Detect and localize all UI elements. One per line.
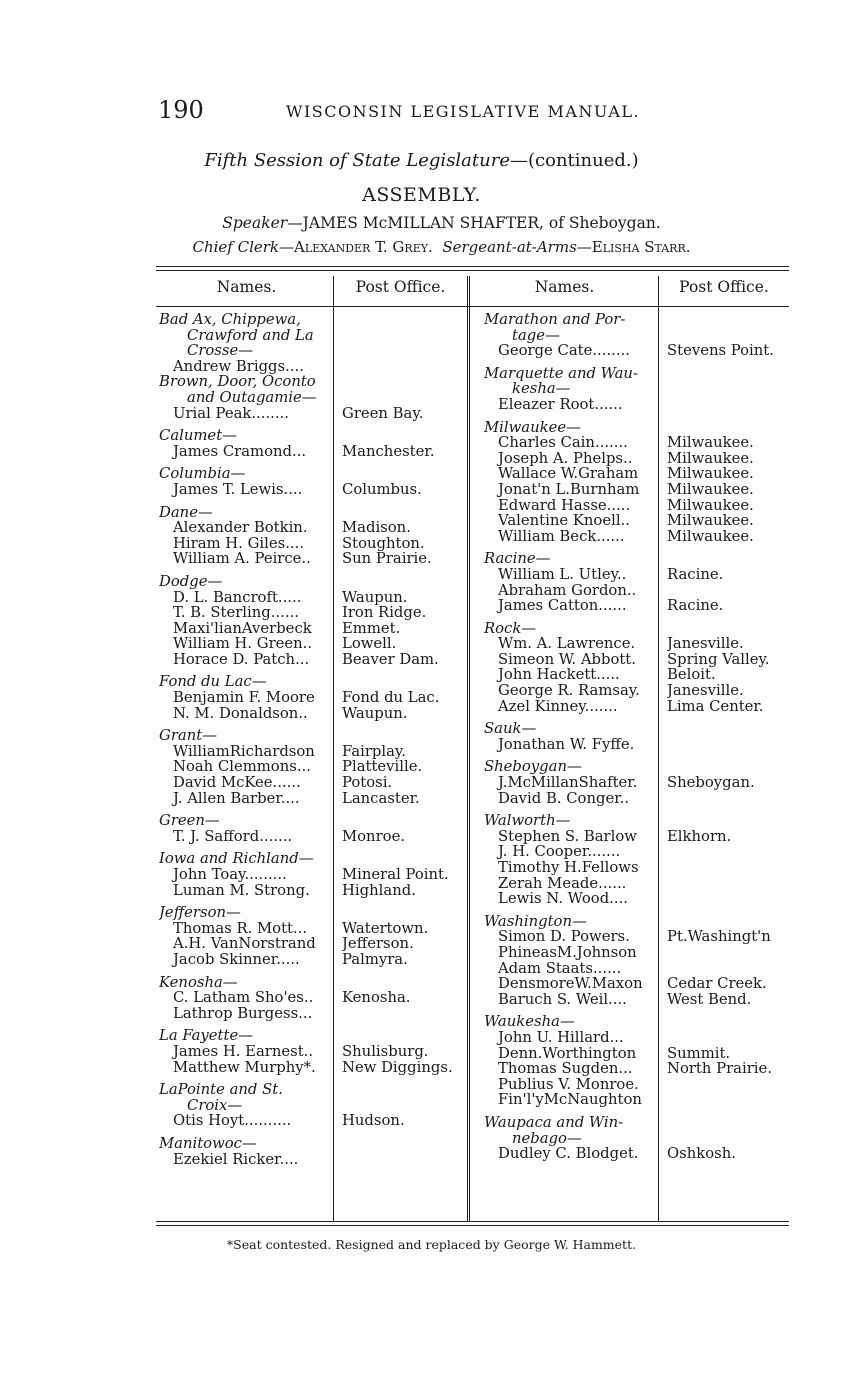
county-heading: Jefferson— (159, 905, 241, 921)
member-post-office (667, 961, 791, 977)
member-name: George Cate........ (498, 343, 630, 359)
member-post-office: Sheboygan. (667, 775, 755, 791)
post-office-blank (667, 328, 791, 344)
post-office-blank (342, 905, 464, 921)
member-name: James Cramond... (173, 443, 307, 460)
member-post-office: Janesville. (667, 636, 744, 652)
post-office-blank (342, 851, 464, 867)
member-name: Wm. A. Lawrence. (498, 636, 636, 652)
speaker-label: Speaker (222, 214, 288, 232)
post-office-blank (342, 813, 464, 829)
row-spacer (484, 614, 656, 621)
member-name: J. Allen Barber.... (173, 790, 300, 807)
page-number: 190 (158, 96, 204, 124)
member-name: Hiram H. Giles.... (173, 535, 305, 552)
county-heading: Marquette and Wau- (484, 365, 638, 382)
page-header (158, 96, 668, 136)
member-name: Jonat'n L.Burnham (498, 481, 640, 498)
row-spacer (342, 844, 464, 851)
member-post-office: Kenosha. (342, 990, 411, 1006)
county-heading: Grant— (159, 728, 217, 744)
clerk-text: —Alexander T. Grey. (279, 238, 433, 256)
member-post-office: Madison. (342, 520, 411, 536)
county-heading: Waukesha— (484, 1014, 575, 1030)
county-heading: Manitowoc— (159, 1135, 257, 1152)
county-heading: Sauk— (484, 721, 537, 737)
county-heading: Waupaca and Win- (484, 1114, 624, 1131)
member-name: Otis Hoyt.......... (173, 1113, 292, 1129)
row-spacer (342, 567, 464, 574)
post-office-blank (667, 551, 791, 567)
member-post-office: Fairplay. (342, 743, 407, 760)
left-post-column (342, 312, 464, 1167)
member-name: Jonathan W. Fyffe. (498, 736, 635, 753)
county-heading: La Fayette— (159, 1028, 253, 1044)
member-name: DensmoreW.Maxon (498, 976, 643, 992)
county-heading: Calumet— (159, 428, 237, 444)
row-spacer (342, 459, 464, 466)
post-office-blank (667, 366, 791, 382)
member-post-office: Jefferson. (342, 936, 414, 952)
member-post-office: Milwaukee. (667, 435, 754, 451)
row-spacer (667, 1007, 791, 1014)
member-post-office: Palmyra. (342, 951, 408, 968)
county-heading: Green— (159, 813, 220, 829)
member-name: A.H. VanNorstrand (173, 936, 316, 952)
member-name: William H. Green.. (173, 636, 313, 652)
member-post-office (342, 1006, 464, 1022)
member-post-office (342, 359, 464, 375)
row-spacer (342, 898, 464, 905)
row-spacer (667, 614, 791, 621)
row-spacer (667, 413, 791, 420)
county-heading: Dodge— (159, 573, 223, 590)
member-name: Lathrop Burgess... (173, 1005, 313, 1022)
member-name: Simeon W. Abbott. (498, 651, 636, 668)
member-post-office: Mineral Point. (342, 867, 449, 883)
member-post-office: West Bend. (667, 991, 752, 1008)
member-post-office (342, 1152, 464, 1168)
member-name: Alexander Botkin. (173, 520, 308, 536)
member-post-office: Green Bay. (342, 405, 424, 422)
county-heading: Rock— (484, 620, 537, 637)
post-office-blank (342, 975, 464, 991)
member-post-office (667, 891, 791, 907)
row-spacer (342, 421, 464, 428)
member-name: Azel Kinney....... (498, 698, 618, 715)
member-name: J.McMillanShafter. (498, 775, 638, 791)
row-spacer (159, 421, 331, 428)
member-name: Fin'l'yMcNaughton (498, 1092, 642, 1108)
county-heading: Crosse— (187, 343, 254, 359)
divider-left-names (333, 276, 334, 1221)
member-post-office (667, 844, 791, 860)
member-post-office: Milwaukee. (667, 513, 754, 529)
row-spacer (667, 752, 791, 759)
member-post-office (667, 1030, 791, 1046)
county-heading: Sheboygan— (484, 759, 582, 776)
session-title: Fifth Session of State Legislature (204, 150, 510, 171)
member-post-office: Oshkosh. (667, 1146, 736, 1162)
member-post-office: Waupun. (342, 589, 408, 606)
row-spacer (159, 1021, 331, 1028)
member-name: Abraham Gordon.. (498, 582, 637, 599)
table-bottom-rule (156, 1221, 789, 1222)
county-heading: LaPointe and St. (159, 1082, 283, 1098)
member-post-office: Monroe. (342, 828, 406, 845)
row-spacer (159, 721, 331, 728)
row-spacer (342, 1075, 464, 1082)
post-office-blank (342, 390, 464, 406)
table-top-rule-2 (156, 270, 789, 271)
row-spacer (484, 544, 656, 551)
county-heading: Bad Ax, Chippewa, (159, 312, 301, 328)
member-post-office: Fond du Lac. (342, 690, 440, 706)
county-heading: Columbia— (159, 466, 246, 482)
member-name: George R. Ramsay. (498, 683, 640, 699)
county-heading: kesha— (512, 381, 571, 397)
county-heading: Walworth— (484, 813, 571, 829)
member-name: Matthew Murphy*. (173, 1059, 316, 1076)
member-post-office (667, 583, 791, 599)
county-heading: Fond du Lac— (159, 674, 267, 691)
member-name: Luman M. Strong. (173, 882, 310, 899)
post-office-blank (667, 1131, 791, 1147)
member-name: Thomas Sugden... (498, 1061, 633, 1077)
row-spacer (342, 721, 464, 728)
post-office-blank (667, 1115, 791, 1131)
county-heading: Marathon and Por- (484, 312, 626, 328)
right-names-column (484, 312, 656, 1162)
member-post-office: Highland. (342, 882, 416, 899)
member-name: Stephen S. Barlow (498, 828, 637, 845)
county-heading: Racine— (484, 551, 551, 567)
row-spacer (159, 1075, 331, 1082)
row-spacer (159, 844, 331, 851)
post-office-blank (342, 1136, 464, 1152)
member-name: James H. Earnest.. (173, 1043, 314, 1060)
member-name: Eleazer Root...... (498, 396, 623, 413)
row-spacer (667, 544, 791, 551)
post-office-blank (342, 312, 464, 328)
member-post-office: North Prairie. (667, 1061, 772, 1077)
member-post-office (667, 1092, 791, 1108)
member-post-office: Watertown. (342, 920, 429, 937)
member-post-office: Milwaukee. (667, 497, 754, 514)
member-post-office: Manchester. (342, 443, 435, 460)
member-post-office: Columbus. (342, 481, 422, 498)
row-spacer (159, 1129, 331, 1136)
divider-center (467, 276, 470, 1221)
member-name: Andrew Briggs.... (173, 358, 304, 375)
row-spacer (484, 752, 656, 759)
row-spacer (667, 806, 791, 813)
member-name: Urial Peak........ (173, 405, 289, 422)
post-office-blank (342, 505, 464, 521)
post-office-blank (667, 813, 791, 829)
member-name: David B. Conger.. (498, 790, 630, 807)
member-post-office: Milwaukee. (667, 450, 754, 467)
member-name: J. H. Cooper....... (498, 844, 621, 860)
left-names-column (159, 312, 331, 1167)
member-name: Baruch S. Weil.... (498, 991, 627, 1008)
member-post-office: Racine. (667, 566, 724, 583)
member-post-office: Spring Valley. (667, 651, 770, 668)
row-spacer (159, 498, 331, 505)
sergeant-text: —Elisha Starr. (576, 238, 691, 256)
member-post-office: Shulisburg. (342, 1043, 429, 1060)
footnote: *Seat contested. Resigned and replaced by George W. Hammett. (226, 1237, 637, 1252)
header-bottom-rule (156, 306, 789, 307)
member-post-office: Beaver Dam. (342, 651, 439, 668)
member-name: Valentine Knoell.. (498, 513, 630, 529)
member-name: John U. Hillard... (498, 1029, 624, 1046)
post-office-blank (667, 420, 791, 436)
county-heading: and Outagamie— (187, 389, 317, 406)
row-spacer (159, 567, 331, 574)
member-post-office (667, 876, 791, 892)
member-name: John Hackett..... (498, 667, 620, 684)
session-suffix: —(continued.) (510, 150, 639, 171)
post-office-blank (342, 374, 464, 390)
member-name: James T. Lewis.... (173, 481, 303, 498)
row-spacer (667, 907, 791, 914)
member-name: WilliamRichardson (173, 743, 315, 760)
member-post-office (667, 737, 791, 753)
county-heading: Kenosha— (159, 974, 238, 991)
county-heading: Brown, Door, Oconto (159, 374, 316, 390)
header-post-right: Post Office. (679, 278, 769, 296)
row-spacer (342, 1129, 464, 1136)
row-spacer (159, 667, 331, 674)
header-post-left: Post Office. (355, 278, 446, 296)
post-office-blank (667, 721, 791, 737)
row-spacer (667, 1108, 791, 1115)
row-spacer (159, 806, 331, 813)
member-post-office: Iron Ridge. (342, 605, 427, 621)
clerk-label: Chief Clerk (192, 238, 280, 256)
post-office-blank (342, 343, 464, 359)
member-name: Noah Clemmons... (173, 759, 311, 776)
member-post-office: Racine. (667, 598, 724, 614)
member-post-office: Hudson. (342, 1113, 405, 1129)
member-name: William A. Peirce.. (173, 551, 311, 567)
row-spacer (667, 714, 791, 721)
member-post-office: Waupun. (342, 705, 408, 722)
member-post-office (667, 1077, 791, 1093)
member-name: Publius V. Monroe. (498, 1076, 639, 1093)
header-names-left: Names. (216, 278, 277, 296)
county-heading: nebago— (512, 1130, 582, 1147)
county-heading: tage— (512, 327, 560, 344)
member-post-office: Elkhorn. (667, 828, 732, 845)
member-post-office: Pt.Washingt'n (667, 929, 771, 945)
member-name: T. B. Sterling...... (173, 605, 299, 621)
post-office-blank (342, 1098, 464, 1114)
row-spacer (342, 498, 464, 505)
member-post-office (667, 860, 791, 876)
member-name: John Toay......... (173, 867, 287, 883)
member-post-office: Emmet. (342, 620, 401, 637)
table-top-rule (156, 266, 789, 267)
member-post-office: Lancaster. (342, 790, 420, 807)
member-name: Horace D. Patch... (173, 651, 310, 668)
post-office-blank (342, 728, 464, 744)
member-post-office: Lowell. (342, 636, 397, 652)
row-spacer (159, 459, 331, 466)
county-heading: Iowa and Richland— (159, 851, 314, 867)
member-post-office: Milwaukee. (667, 481, 754, 498)
post-office-blank (342, 428, 464, 444)
table-bottom-rule-2 (156, 1225, 789, 1226)
row-spacer (484, 1007, 656, 1014)
member-name: David McKee...... (173, 775, 301, 791)
member-name: Denn.Worthington (498, 1045, 637, 1062)
row-spacer (484, 413, 656, 420)
sergeant-label: Sergeant-at-Arms (442, 238, 577, 256)
member-name: Edward Hasse..... (498, 497, 631, 514)
member-name: Dudley C. Blodget. (498, 1146, 639, 1162)
member-name: Adam Staats...... (498, 960, 622, 977)
member-post-office: Beloit. (667, 667, 716, 684)
post-office-blank (342, 674, 464, 690)
member-name: Wallace W.Graham (498, 466, 639, 482)
row-spacer (667, 359, 791, 366)
session-heading (0, 150, 843, 171)
member-post-office (667, 791, 791, 807)
member-name: Timothy H.Fellows (498, 860, 639, 876)
member-name: C. Latham Sho'es.. (173, 990, 314, 1006)
row-spacer (484, 806, 656, 813)
row-spacer (342, 667, 464, 674)
row-spacer (342, 806, 464, 813)
county-heading: Dane— (159, 504, 213, 521)
post-office-blank (667, 312, 791, 328)
member-name: William Beck...... (498, 528, 625, 545)
right-post-column (667, 312, 791, 1162)
member-name: D. L. Bancroft..... (173, 589, 302, 606)
running-title: WISCONSIN LEGISLATIVE MANUAL. (286, 102, 641, 121)
post-office-blank (342, 466, 464, 482)
row-spacer (484, 907, 656, 914)
post-office-blank (342, 574, 464, 590)
member-post-office: Milwaukee. (667, 528, 754, 545)
member-name: Thomas R. Mott... (173, 920, 308, 937)
member-name: Maxi'lianAverbeck (173, 620, 312, 637)
post-office-blank (667, 621, 791, 637)
county-heading: Milwaukee— (484, 419, 581, 436)
post-office-blank (667, 381, 791, 397)
member-name: Zerah Meade...... (498, 875, 627, 892)
officers-line (0, 238, 843, 256)
member-post-office: Sun Prairie. (342, 551, 432, 567)
member-name: Joseph A. Phelps.. (498, 450, 633, 467)
member-name: James Catton...... (498, 598, 627, 614)
member-post-office: Summit. (667, 1045, 731, 1062)
member-name: William L. Utley.. (498, 566, 627, 583)
member-name: Charles Cain....... (498, 435, 628, 451)
member-post-office: New Diggings. (342, 1059, 453, 1076)
row-spacer (159, 968, 331, 975)
speaker-text: —JAMES McMILLAN SHAFTER, of Sheboygan. (287, 214, 661, 232)
member-post-office: Platteville. (342, 759, 423, 776)
speaker-line (0, 214, 843, 232)
post-office-blank (342, 328, 464, 344)
member-name: Jacob Skinner..... (173, 951, 300, 968)
row-spacer (342, 968, 464, 975)
post-office-blank (667, 1014, 791, 1030)
post-office-blank (342, 1028, 464, 1044)
row-spacer (484, 1108, 656, 1115)
member-post-office: Lima Center. (667, 698, 764, 715)
row-spacer (484, 714, 656, 721)
row-spacer (159, 898, 331, 905)
member-post-office: Janesville. (667, 683, 744, 699)
header-names-right: Names. (534, 278, 595, 296)
row-spacer (484, 359, 656, 366)
member-name: Lewis N. Wood.... (498, 891, 628, 907)
member-name: Simon D. Powers. (498, 929, 630, 945)
member-post-office: Milwaukee. (667, 466, 754, 482)
member-post-office: Stoughton. (342, 535, 425, 552)
member-name: N. M. Donaldson.. (173, 705, 308, 722)
member-name: PhineasM.Johnson (498, 944, 637, 961)
county-heading: Croix— (187, 1097, 243, 1114)
chamber-title: ASSEMBLY. (362, 184, 481, 206)
member-name: Benjamin F. Moore (173, 690, 315, 706)
member-name: T. J. Safford....... (173, 828, 293, 845)
post-office-blank (667, 914, 791, 930)
county-heading: Crawford and La (187, 327, 314, 344)
member-post-office: Potosi. (342, 775, 393, 791)
post-office-blank (342, 1082, 464, 1098)
county-heading: Washington— (484, 913, 587, 930)
member-post-office (667, 945, 791, 961)
divider-right-names (658, 276, 659, 1221)
member-name: Ezekiel Ricker.... (173, 1151, 299, 1168)
row-spacer (342, 1021, 464, 1028)
member-post-office (667, 397, 791, 413)
post-office-blank (667, 759, 791, 775)
member-post-office: Cedar Creek. (667, 976, 767, 992)
member-post-office: Stevens Point. (667, 343, 774, 359)
